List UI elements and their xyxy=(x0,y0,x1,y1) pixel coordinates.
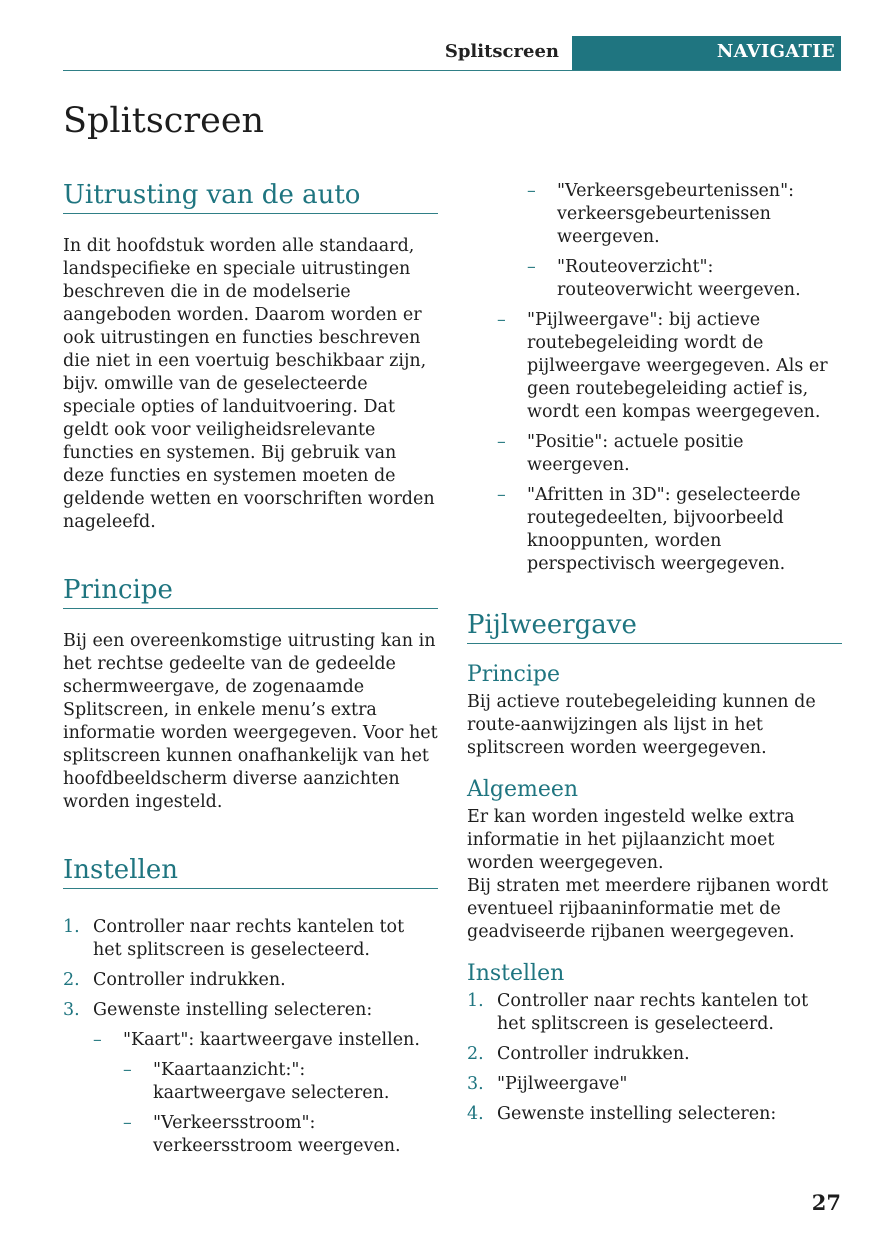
equipment-text: In dit hoofdstuk worden alle standaard, landspecifieke en speciale uitrustingen beschreven die in de modelserie aangeboden worden. Daarom worden er ook uitrustingen en functies beschreven die niet in een voertuig beschikbaar zijn, bijv. omwille van de geselecteerde speciale opties of landuitvoering. Dat geldt ook voor veiligheidsrelevante functies en systemen. Bij gebruik van deze functies en systemen moeten de geldende wetten en voorschriften worden nageleefd. xyxy=(63,236,435,532)
page-header xyxy=(63,36,841,71)
step-number: 3. xyxy=(63,1000,80,1020)
step-number: 2. xyxy=(63,970,80,990)
chapter-tab xyxy=(572,36,841,70)
arrow-general-text-2: Bij straten met meerdere rijbanen wordt eventueel rijbaaninformatie met de geadviseerde rijbanen weergegeven. xyxy=(467,876,829,942)
step-number: 3. xyxy=(467,1074,484,1094)
arrow-principle-heading: Principe xyxy=(467,662,560,687)
arrow-settings-steps xyxy=(467,990,842,1126)
option-arrow-view: – "Pijlweergave": bij actieve routebegeleiding wordt de pijlweergave weergegeven. Als er geen routebegeleiding actief is, wordt een kompas weergegeven. xyxy=(497,309,842,424)
right-column xyxy=(467,180,842,1133)
header-section-title: Splitscreen xyxy=(444,41,559,62)
principle-heading: Principe xyxy=(63,575,438,609)
principle-text: Bij een overeenkomstige uitrusting kan in het rechtse gedeelte van de gedeelde schermweergave, de zogenaamde Splitscreen, in enkele menu’s extra informatie worden weergegeven. Voor het splitscreen kunnen onafhankelijk van het hoofdbeeldscherm diverse aanzichten worden ingesteld. xyxy=(63,631,438,812)
map-suboption: – "Verkeersstroom": verkeersstroom weergeven. xyxy=(123,1112,438,1158)
chapter-tab-label: NAVIGATIE xyxy=(716,41,835,62)
arrow-settings-step xyxy=(467,1043,842,1066)
step-text: Gewenste instelling selecteren: xyxy=(497,1104,777,1124)
map-suboptions xyxy=(123,1059,438,1158)
map-suboption: – "Routeoverzicht": routeoverwicht weergeven. xyxy=(527,256,842,302)
arrow-settings-heading: Instellen xyxy=(467,961,565,986)
other-options xyxy=(467,309,842,576)
settings-step xyxy=(63,999,438,1158)
arrow-settings-step xyxy=(467,990,842,1036)
option-map-text: "Kaart": kaartweergave instellen. xyxy=(123,1030,420,1050)
option-exits-3d: – "Afritten in 3D": geselecteerde routegedeelten, bijvoorbeeld knooppunten, worden perspectivisch weergegeven. xyxy=(497,484,842,576)
step-text: Gewenste instelling selecteren: xyxy=(93,1000,373,1020)
settings-options xyxy=(93,1029,438,1158)
step-text: "Pijlweergave" xyxy=(497,1074,628,1094)
arrow-settings-step xyxy=(467,1103,842,1126)
arrow-settings-step xyxy=(467,1073,842,1096)
step-text: Controller naar rechts kantelen tot het splitscreen is geselecteerd. xyxy=(93,917,405,960)
step-text: Controller indrukken. xyxy=(497,1044,690,1064)
step-number: 1. xyxy=(63,917,80,937)
settings-step xyxy=(63,969,438,992)
settings-heading: Instellen xyxy=(63,855,438,889)
step-text: Controller naar rechts kantelen tot het splitscreen is geselecteerd. xyxy=(497,991,809,1034)
step-text: Controller indrukken. xyxy=(93,970,286,990)
step-number: 1. xyxy=(467,991,484,1011)
left-column xyxy=(63,180,438,1165)
arrow-general-heading: Algemeen xyxy=(467,777,579,802)
map-suboption: – "Kaartaanzicht:": kaartweergave selecteren. xyxy=(123,1059,438,1105)
page-title: Splitscreen xyxy=(63,101,265,141)
arrow-view-heading: Pijlweergave xyxy=(467,610,842,644)
map-suboptions-continued xyxy=(467,180,842,302)
arrow-principle-text: Bij actieve routebegeleiding kunnen de route-aanwijzingen als lijst in het splitscreen worden weergegeven. xyxy=(467,692,816,758)
step-number: 4. xyxy=(467,1104,484,1124)
settings-steps xyxy=(63,916,438,1158)
settings-step xyxy=(63,916,438,962)
equipment-heading: Uitrusting van de auto xyxy=(63,180,438,214)
page-number: 27 xyxy=(811,1190,841,1215)
arrow-general-text-1: Er kan worden ingesteld welke extra informatie in het pijlaanzicht moet worden weergegeven. xyxy=(467,807,795,873)
map-suboption: – "Verkeersgebeurtenissen": verkeersgebeurtenissen weergeven. xyxy=(527,180,842,249)
step-number: 2. xyxy=(467,1044,484,1064)
option-map xyxy=(93,1029,438,1158)
option-position: – "Positie": actuele positie weergeven. xyxy=(497,431,842,477)
